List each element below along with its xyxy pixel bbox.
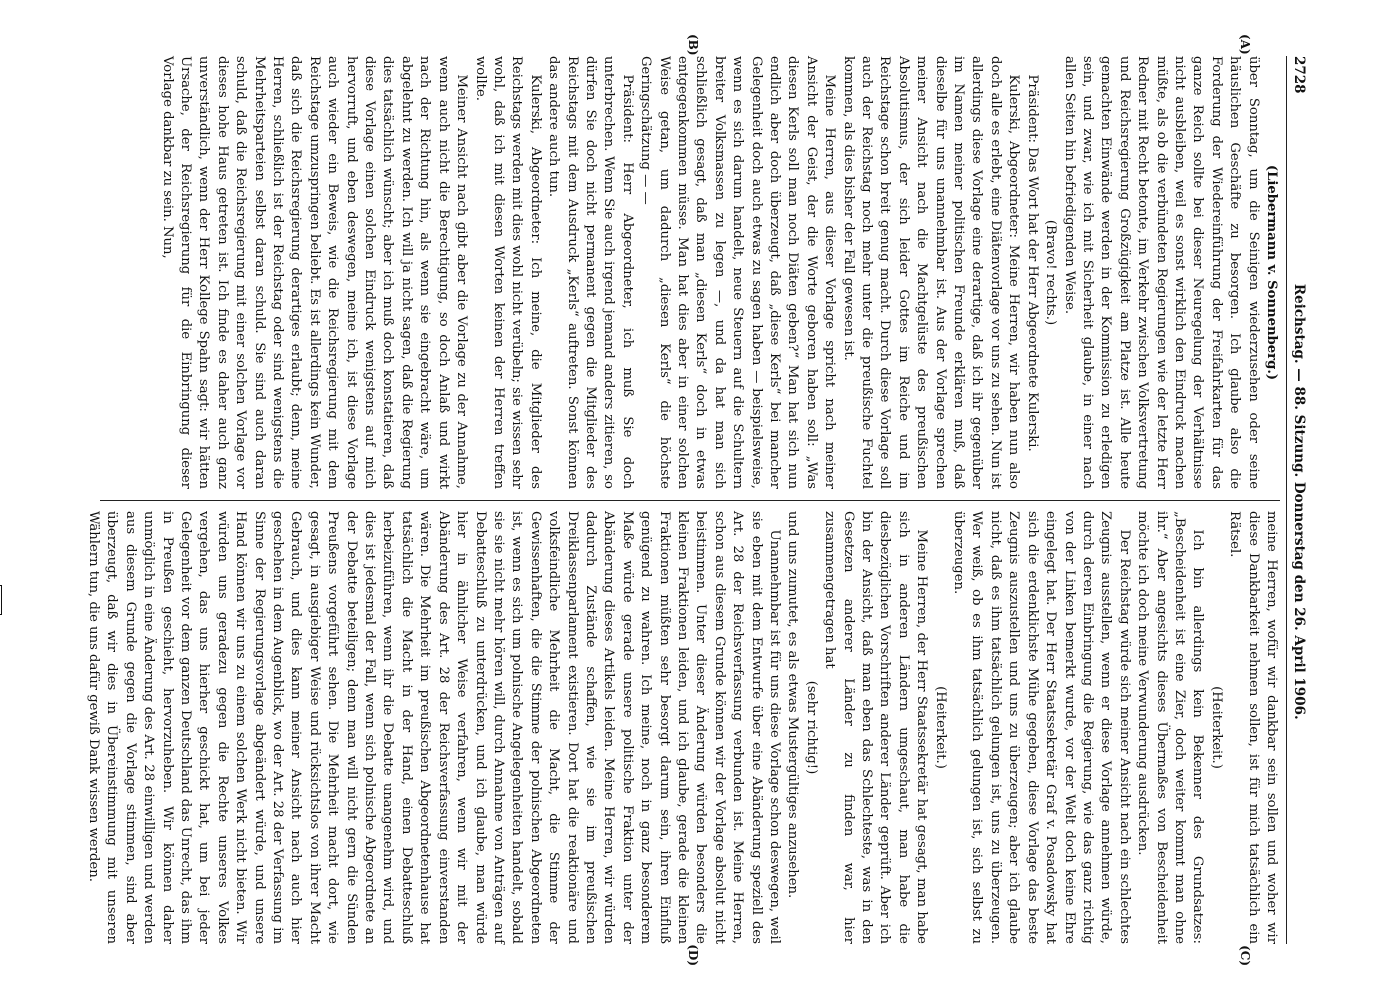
page-number: 2728 [1290,56,1307,94]
dfg-logo [0,585,2,615]
digitization-credit [0,585,2,994]
paragraph: Meine Herren, der Herr Staatssekretär hat gesagt, man habe sich in anderen Ländern umgeschaut, man habe die diesbezüglichen Vorschriften anderer Länder geprüft. Aber ich bin der Ansicht, daß man eben das Schlechteste, was in den Gesetzen anderer Länder zu finden war, hier zusammengetragen hat [821,511,929,944]
paragraph: über Sonntag, um die Seinigen wiederzusehen oder seine häuslichen Geschäfte zu besorgen. Ich glaube also die Forderung der Wiedereinführung der Freifahrkarten für das ganze Reich sollte bei dieser Neuregelung der Verhältnisse nicht ausbleiben, weil es sonst wirklich den Eindruck machen müßte, als ob die verbündeten Regierungen wie der letzte Herr Redner mit Recht betonte, im Verkehr zwischen Volksvertretung und Reichsregierung Großzügigkeit am Platze ist. Alle heute gemachten Einwände werden in der Kommission zu erledigen sein, und zwar, wie ich mit Sicherheit glaube, in einer nach allen Seiten hin befriedigenden Weise. [1061,56,1261,489]
credit-text [0,622,1,994]
column-rule [100,500,1280,501]
paragraph: Präsident: Das Wort hat der Herr Abgeordnete Kulerski. [1024,74,1040,452]
paragraph: Der Reichstag würde sich meiner Ansicht nach ein schlechtes Zeugnis ausstellen, wenn er diese Vorlage annehmen würde, durch deren Einbringung die Regierung, wie das ganz richtig von der Linken bemerkt wurde, vor der Welt doch keine Ehre eingelegt hat. Der Herr Staatssekretär Graf v. Posadowsky hat sich die erdenklichste Mühe gegeben, diese Vorlage das beste Zeugnis auszustellen und uns zu überzeugen; aber ich glaube nicht, daß es ihm tatsächlich gelungen ist, uns zu überzeugen. Wer weiß, ob es ihm tatsächlich gelungen ist, sich selbst zu überzeugen. [950,511,1132,944]
running-head [1286,56,1307,944]
margin-mark-c: (C) [1237,945,1252,966]
document-page [67,30,1317,970]
margin-mark-d: (D) [685,944,700,966]
paragraph: und uns zumutet, es als etwas Mustergültiges anzusehen. [784,511,800,899]
speaker-continuation: (Liebermann v. Sonnenberg.) [1263,164,1279,381]
paragraph: Kulerski, Abgeordneter: Meine Herren, wir haben nun also doch alle es erlebt, eine Diätenvorlage vor uns zu sehen. Nun ist allerdings diese Vorlage eine derartige, daß ich ihr gegenüber im Namen meiner politischen Freunde erklären muß, daß dieselbe für uns unannehmbar ist. Aus der Vorlage sprechen meiner Ansicht nach die Machtgelüste des preußischen Absolutismus, der sich leider Gottes im Reiche und im Reichstage schon breit genug macht. Durch diese Vorlage soll auch der Reichstag noch mehr unter die preußische Fuchtel kommen, als dies bisher der Fall gewesen ist. [840,56,1021,489]
paragraph: Ich bin allerdings kein Bekenner des Grundsatzes: „Bescheidenheit ist eine Zier, doch weiter kommt man ohne ihr.“ Aber angesichts dieses Übermaßes von Bescheidenheit möchte ich doch meine Verwunderung ausdrücken. [1134,511,1205,944]
interjection: (Heiterkeit.) [932,686,948,769]
right-column [85,511,1280,944]
paragraph: Meine Herren, aus dieser Vorlage spricht nach meiner Ansicht der Geist, der die Worte geboren haben soll: „Was diesen Kerls soll man noch Diäten geben?“ Man hat sich nun endlich aber doch überzeugt, daß „diese Kerls“ bei mancher Gelegenheit doch auch etwas zu sagen haben — beispielsweise, wenn es sich darum handelt, neue Steuern auf die Schultern breiter Volksmassen zu legen —, und da hat man sich schließlich gesagt, daß man „diesen Kerls“ doch in etwas entgegenkommen müsse. Man hat dies aber in einer solchen Weise getan, um dadurch „diesen Kerls“ die höchste Geringschätzung — — [637,56,837,489]
paragraph: Kulerski, Abgeordneter: Ich meine, die Mitglieder des Reichstags werden mit dies wohl nicht verübeln; sie wissen sehr wohl, daß ich mit diesen Worten keinen der Herren treffen wollte. [472,56,543,489]
margin-mark-b: (B) [685,34,700,56]
paragraph: Unannehmbar ist für uns diese Vorlage schon deswegen, weil sie eben mit dem Entwurfe über eine Abänderung speziell des Art. 28 der Reichsverfassung verbunden ist. Meine Herren, schon aus diesem Grunde können wir der Vorlage absolut nicht beistimmen. Unter dieser Änderung würden besonders die kleinen Fraktionen leiden, und ich glaube, gerade die kleinen Fraktionen müßten sehr besorgt darum sein, ihren Einfluß genügend zu wahren. Ich meine, noch in ganz besonderem Maße würde gerade unsere politische Fraktion unter der Abänderung dieses Artikels leiden. Meine Herren, wir würden dadurch Zustände schaffen, wie sie im preußischen Dreiklassenparlament existieren. Dort hat die reaktionäre und volksfeindliche Mehrheit die Macht, die Stimme der Gewissenhaften, die die Stimme der polnischen Abgeordneten ist, wenn es sich um polnische Angelegenheiten handelt, sobald sie sie nicht mehr hören will, durch Annahme von Anträgen auf Debatteschluß zu unterdrücken, und ich glaube, man würde hier in ähnlicher Weise verfahren, wenn wir mit der Abänderung des Art. 28 der Reichsverfassung einverstanden wären. Die Mehrheit im preußischen Abgeordnetenhause hat tatsächlich die Macht in der Hand, einen Debatteschluß herbeizuführen, wenn ihr die Debatte unangenehm wird, und dies ist jedesmal der Fall, wenn sich polnische Abgeordnete an der Debatte beteiligen; denn man will nicht gern die Sünden Preußens vorgeführt sehen. Die Mehrheit macht dort, wie gesagt, in ausgiebiger Weise und rücksichtslos von ihrer Macht Gebrauch, und dies kann meiner Ansicht nach auch hier geschehen in dem Augenblick, wo der Art. 28 der Verfassung im Sinne der Regierungsvorlage abgeändert würde, und unsere Hand können wir uns zu einem solchen Werk nicht bieten. Wir würden uns geradezu gegen die Rechte unseres Volkes vergehen, das uns hierher geschickt hat, um bei jeder Gelegenheit vor dem ganzen Deutschland das Unrecht, das ihm in Preußen geschieht, hervorzuheben. Wir können daher unmöglich in eine Änderung des Art. 28 einwilligen und werden aus diesem Grunde gegen die Vorlage stimmen, sind aber überzeugt, daß wir dies in Übereinstimmung mit unseren Wählern tun, die uns dafür gewiß Dank wissen werden. [85,511,782,944]
paragraph: meine Herren, wofür wir dankbar sein sollen und woher wir diese Dankbarkeit nehmen sollen, ist für mich tatsächlich ein Rätsel. [1226,511,1279,944]
running-title: Reichstag. — 88. Sitzung. Donnerstag den 26. April 1906. [1290,283,1307,720]
interjection: (Heiterkeit.) [1208,686,1224,769]
left-column [100,56,1280,489]
paragraph: Präsident: Herr Abgeordneter, ich muß Sie doch unterbrechen. Wenn Sie auch irgend jemand anders zitieren, so dürfen Sie doch nicht permanent gegen die Mitglieder des Reichstags mit dem Ausdruck „Kerls“ auftreten. Sonst können das andere auch tun. [545,56,635,489]
margin-mark-a: (A) [1237,34,1252,55]
text-columns [85,34,1280,966]
paragraph: Meiner Ansicht nach gibt aber die Vorlage zu der Annahme, wenn auch nicht die Berechtigung, so doch Anlaß und wirkt nach der Richtung hin, als wenn sie eingebracht wäre, um abgelehnt zu werden. Ich will ja nicht sagen, daß die Regierung dies tatsächlich wünscht; aber ich muß doch konstatieren, daß diese Vorlage einen solchen Eindruck wenigstens auf mich hervorruft, und eben deswegen, meine ich, ist diese Vorlage auch wieder ein Beweis, wie die Reichsregierung mit dem Reichstage umzuspringen beliebt. Es ist allerdings kein Wunder, daß sich die Reichsregierung derartiges erlaubt; denn, meine Herren, schließlich ist der Reichstag oder sind wenigstens die Mehrheitsparteien selbst daran schuld. Sie sind auch daran schuld, daß die Reichsregierung mit einer solchen Vorlage vor dieses hohe Haus getreten ist. Ich finde es daher auch ganz unverständlich, wenn der Herr Kollege Spahn sagt: wir hätten Ursache, der Reichsregierung für die Einbringung dieser Vorlage dankbar zu sein. Nun, [159,56,469,489]
interjection: (sehr richtig!) [803,680,819,775]
interjection: (Bravo! rechts.) [1042,219,1058,326]
